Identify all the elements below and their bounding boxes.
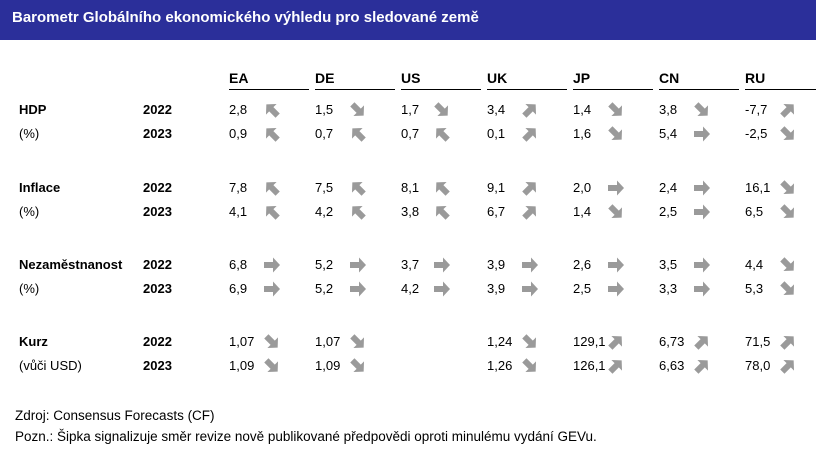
column-header-uk: UK — [487, 70, 567, 90]
value-cell: 1,4 — [573, 102, 592, 117]
group-unit-label: (%) — [19, 204, 40, 219]
value-cell: 6,5 — [745, 204, 764, 219]
column-header-ru: RU — [745, 70, 816, 90]
arrow-up-right-icon — [521, 125, 539, 143]
value-cell: 2,0 — [573, 180, 592, 195]
arrow-up-right-icon — [693, 357, 711, 375]
value-cell: 1,07 — [229, 334, 255, 349]
value-cell: 2,8 — [229, 102, 248, 117]
value-cell: 3,8 — [401, 204, 420, 219]
group-unit-label: (%) — [19, 281, 40, 296]
arrow-right-icon — [607, 280, 625, 298]
arrow-up-left-icon — [349, 125, 367, 143]
value-cell: 3,8 — [659, 102, 678, 117]
value-cell: 6,9 — [229, 281, 248, 296]
value-cell: 3,9 — [487, 281, 506, 296]
value-cell: 2,5 — [573, 281, 592, 296]
arrow-down-right-icon — [607, 203, 625, 221]
row-year: 2023 — [143, 126, 172, 141]
arrow-up-right-icon — [521, 203, 539, 221]
arrow-down-right-icon — [693, 101, 711, 119]
group-unit-label: (%) — [19, 126, 40, 141]
group-label: Kurz — [19, 334, 48, 349]
value-cell: 2,5 — [659, 204, 678, 219]
arrow-up-left-icon — [349, 203, 367, 221]
value-cell: 3,4 — [487, 102, 506, 117]
value-cell: -7,7 — [745, 102, 768, 117]
page-title: Barometr Globálního ekonomického výhledu pro sledované země — [12, 9, 479, 26]
arrow-down-right-icon — [779, 280, 797, 298]
row-year: 2023 — [143, 358, 172, 373]
value-cell: 1,7 — [401, 102, 420, 117]
row-year: 2023 — [143, 204, 172, 219]
arrow-up-right-icon — [607, 357, 625, 375]
arrow-right-icon — [263, 256, 281, 274]
arrow-up-right-icon — [779, 333, 797, 351]
value-cell: 1,07 — [315, 334, 341, 349]
arrow-right-icon — [693, 280, 711, 298]
arrow-down-right-icon — [779, 203, 797, 221]
value-cell: 1,09 — [315, 358, 341, 373]
value-cell: 7,5 — [315, 180, 334, 195]
value-cell: 5,2 — [315, 281, 334, 296]
arrow-down-right-icon — [433, 101, 451, 119]
value-cell: 3,7 — [401, 257, 420, 272]
arrow-right-icon — [693, 179, 711, 197]
arrow-up-right-icon — [693, 333, 711, 351]
value-cell: 6,8 — [229, 257, 248, 272]
arrow-up-left-icon — [349, 179, 367, 197]
arrow-up-right-icon — [521, 101, 539, 119]
arrow-up-left-icon — [433, 125, 451, 143]
arrow-right-icon — [349, 280, 367, 298]
arrow-up-left-icon — [263, 179, 281, 197]
group-label: Inflace — [19, 180, 61, 195]
arrow-right-icon — [607, 179, 625, 197]
group-unit-label: (vůči USD) — [19, 358, 82, 373]
column-header-cn: CN — [659, 70, 739, 90]
arrow-down-right-icon — [521, 357, 539, 375]
value-cell: -2,5 — [745, 126, 768, 141]
value-cell: 78,0 — [745, 358, 771, 373]
arrow-right-icon — [693, 256, 711, 274]
value-cell: 1,6 — [573, 126, 592, 141]
arrow-up-left-icon — [263, 101, 281, 119]
row-year: 2023 — [143, 281, 172, 296]
arrow-right-icon — [521, 280, 539, 298]
value-cell: 4,4 — [745, 257, 764, 272]
value-cell: 129,1 — [573, 334, 606, 349]
value-cell: 3,3 — [659, 281, 678, 296]
arrow-down-right-icon — [779, 256, 797, 274]
group-label: Nezaměstnanost — [19, 257, 123, 272]
arrow-down-right-icon — [349, 333, 367, 351]
value-cell: 4,2 — [315, 204, 334, 219]
arrow-down-right-icon — [779, 125, 797, 143]
value-cell: 5,3 — [745, 281, 764, 296]
arrow-up-left-icon — [263, 125, 281, 143]
value-cell: 1,5 — [315, 102, 334, 117]
arrow-right-icon — [693, 203, 711, 221]
arrow-down-right-icon — [779, 179, 797, 197]
value-cell: 7,8 — [229, 180, 248, 195]
row-year: 2022 — [143, 180, 172, 195]
row-year: 2022 — [143, 102, 172, 117]
column-header-de: DE — [315, 70, 395, 90]
value-cell: 16,1 — [745, 180, 771, 195]
arrow-right-icon — [263, 280, 281, 298]
arrow-right-icon — [349, 256, 367, 274]
column-header-ea: EA — [229, 70, 309, 90]
footer-source: Zdroj: Consensus Forecasts (CF) — [15, 408, 215, 423]
value-cell: 71,5 — [745, 334, 771, 349]
value-cell: 4,2 — [401, 281, 420, 296]
value-cell: 5,4 — [659, 126, 678, 141]
value-cell: 5,2 — [315, 257, 334, 272]
value-cell: 0,7 — [401, 126, 420, 141]
arrow-down-right-icon — [263, 357, 281, 375]
value-cell: 2,4 — [659, 180, 678, 195]
footer-note: Pozn.: Šipka signalizuje směr revize nově publikované předpovědi oproti minulému vydání GEVu. — [15, 429, 597, 444]
value-cell: 0,9 — [229, 126, 248, 141]
arrow-right-icon — [693, 125, 711, 143]
arrow-down-right-icon — [521, 333, 539, 351]
value-cell: 9,1 — [487, 180, 506, 195]
arrow-right-icon — [607, 256, 625, 274]
arrow-down-right-icon — [349, 101, 367, 119]
value-cell: 1,24 — [487, 334, 513, 349]
row-year: 2022 — [143, 257, 172, 272]
arrow-up-right-icon — [521, 179, 539, 197]
value-cell: 1,26 — [487, 358, 513, 373]
value-cell: 4,1 — [229, 204, 248, 219]
arrow-up-right-icon — [607, 333, 625, 351]
column-header-us: US — [401, 70, 481, 90]
arrow-up-right-icon — [779, 357, 797, 375]
value-cell: 0,7 — [315, 126, 334, 141]
value-cell: 6,73 — [659, 334, 685, 349]
arrow-up-left-icon — [433, 203, 451, 221]
arrow-right-icon — [521, 256, 539, 274]
value-cell: 3,9 — [487, 257, 506, 272]
value-cell: 0,1 — [487, 126, 506, 141]
arrow-up-left-icon — [433, 179, 451, 197]
value-cell: 2,6 — [573, 257, 592, 272]
group-label: HDP — [19, 102, 47, 117]
row-year: 2022 — [143, 334, 172, 349]
value-cell: 8,1 — [401, 180, 420, 195]
value-cell: 126,1 — [573, 358, 606, 373]
value-cell: 1,09 — [229, 358, 255, 373]
value-cell: 6,63 — [659, 358, 685, 373]
arrow-right-icon — [433, 280, 451, 298]
arrow-down-right-icon — [607, 125, 625, 143]
value-cell: 3,5 — [659, 257, 678, 272]
arrow-right-icon — [433, 256, 451, 274]
arrow-down-right-icon — [607, 101, 625, 119]
value-cell: 1,4 — [573, 204, 592, 219]
title-bar — [0, 0, 816, 40]
arrow-up-left-icon — [263, 203, 281, 221]
column-header-jp: JP — [573, 70, 653, 90]
arrow-down-right-icon — [263, 333, 281, 351]
arrow-down-right-icon — [349, 357, 367, 375]
value-cell: 6,7 — [487, 204, 506, 219]
arrow-up-right-icon — [779, 101, 797, 119]
